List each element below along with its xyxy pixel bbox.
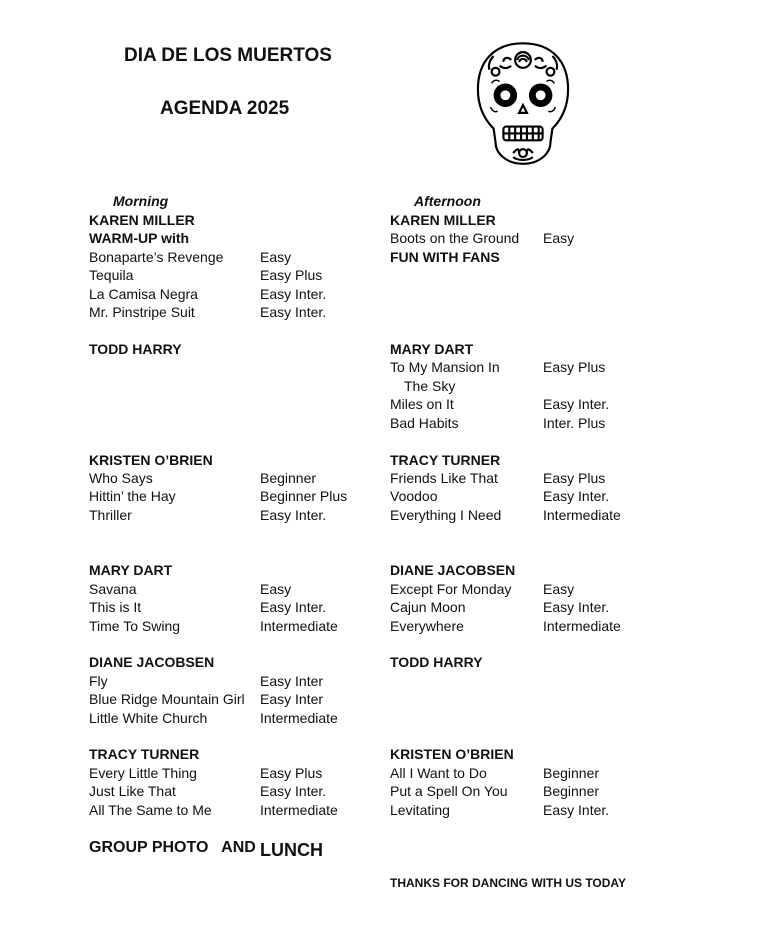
dance-level: Easy xyxy=(543,230,575,246)
morning-heading: Morning xyxy=(113,193,169,209)
sugar-skull-icon xyxy=(474,40,572,174)
lunch-label: LUNCH xyxy=(260,840,323,860)
dance-name: Time To Swing xyxy=(89,618,181,634)
dance-name: Blue Ridge Mountain Girl xyxy=(89,691,245,707)
dance-level: Easy Inter. xyxy=(260,507,327,523)
dance-level: Easy Inter. xyxy=(543,488,610,504)
dance-name: Who Says xyxy=(89,470,153,486)
dance-level: Easy Plus xyxy=(543,359,606,375)
afternoon-note: FUN WITH FANS xyxy=(390,249,500,265)
dance-name: La Camisa Negra xyxy=(89,286,198,302)
afternoon-instructor: KRISTEN O’BRIEN xyxy=(390,746,514,762)
afternoon-instructor: TODD HARRY xyxy=(390,654,483,670)
dance-level: Easy Inter. xyxy=(543,599,610,615)
afternoon-heading: Afternoon xyxy=(414,193,481,209)
dance-name-continued: The Sky xyxy=(404,378,456,394)
dance-level: Beginner xyxy=(260,470,317,486)
page-title: DIA DE LOS MUERTOS xyxy=(124,45,332,66)
dance-level: Easy Inter xyxy=(260,673,324,689)
dance-name: All I Want to Do xyxy=(390,765,487,781)
dance-level: Easy xyxy=(260,581,292,597)
dance-name: Just Like That xyxy=(89,783,176,799)
dance-name: Put a Spell On You xyxy=(390,783,508,799)
afternoon-instructor: KAREN MILLER xyxy=(390,212,496,228)
dance-name: Boots on the Ground xyxy=(390,230,520,246)
dance-level: Intermediate xyxy=(260,710,338,726)
morning-instructor: MARY DART xyxy=(89,562,173,578)
dance-name: Miles on It xyxy=(390,396,454,412)
dance-level: Easy Inter. xyxy=(260,304,327,320)
dance-name: Friends Like That xyxy=(390,470,498,486)
dance-name: Little White Church xyxy=(89,710,208,726)
thanks-message: THANKS FOR DANCING WITH US TODAY xyxy=(390,876,627,890)
dance-name: Levitating xyxy=(390,802,450,818)
dance-level: Easy Inter. xyxy=(543,396,610,412)
dance-name: Bonaparte’s Revenge xyxy=(89,249,224,265)
morning-instructor: KRISTEN O’BRIEN xyxy=(89,452,213,468)
morning-instructor: TRACY TURNER xyxy=(89,746,200,762)
morning-note: WARM-UP with xyxy=(89,230,190,246)
dance-name: Everywhere xyxy=(390,618,464,634)
dance-level: Intermediate xyxy=(260,618,338,634)
dance-name: Everything I Need xyxy=(390,507,502,523)
dance-level: Easy Plus xyxy=(260,267,323,283)
group-photo-label: GROUP PHOTO AND xyxy=(89,839,256,856)
dance-name: Voodoo xyxy=(390,488,438,504)
dance-level: Easy Inter xyxy=(260,691,324,707)
afternoon-instructor: TRACY TURNER xyxy=(390,452,501,468)
dance-level: Beginner Plus xyxy=(260,488,348,504)
dance-name: Tequila xyxy=(89,267,134,283)
dance-level: Easy Plus xyxy=(543,470,606,486)
dance-level: Easy Inter. xyxy=(260,286,327,302)
dance-name: Cajun Moon xyxy=(390,599,466,615)
dance-level: Intermediate xyxy=(543,507,621,523)
dance-name: Savana xyxy=(89,581,137,597)
dance-level: Easy Inter. xyxy=(543,802,610,818)
dance-level: Intermediate xyxy=(260,802,338,818)
page-subtitle: AGENDA 2025 xyxy=(160,98,290,119)
afternoon-instructor: DIANE JACOBSEN xyxy=(390,562,516,578)
dance-name: To My Mansion In xyxy=(390,359,500,375)
morning-instructor: TODD HARRY xyxy=(89,341,182,357)
dance-name: Except For Monday xyxy=(390,581,512,597)
dance-name: Every Little Thing xyxy=(89,765,197,781)
afternoon-instructor: MARY DART xyxy=(390,341,474,357)
dance-level: Easy xyxy=(543,581,575,597)
dance-name: Thriller xyxy=(89,507,132,523)
dance-level: Easy Inter. xyxy=(260,783,327,799)
dance-name: All The Same to Me xyxy=(89,802,212,818)
dance-name: Bad Habits xyxy=(390,415,459,431)
morning-instructor: DIANE JACOBSEN xyxy=(89,654,215,670)
dance-level: Beginner xyxy=(543,783,600,799)
dance-name: Mr. Pinstripe Suit xyxy=(89,304,195,320)
dance-name: Fly xyxy=(89,673,108,689)
morning-instructor: KAREN MILLER xyxy=(89,212,195,228)
dance-level: Beginner xyxy=(543,765,600,781)
dance-level: Easy Plus xyxy=(260,765,323,781)
dance-name: This is It xyxy=(89,599,142,615)
dance-level: Intermediate xyxy=(543,618,621,634)
dance-level: Easy xyxy=(260,249,292,265)
dance-level: Easy Inter. xyxy=(260,599,327,615)
dance-name: Hittin’ the Hay xyxy=(89,488,176,504)
dance-level: Inter. Plus xyxy=(543,415,606,431)
